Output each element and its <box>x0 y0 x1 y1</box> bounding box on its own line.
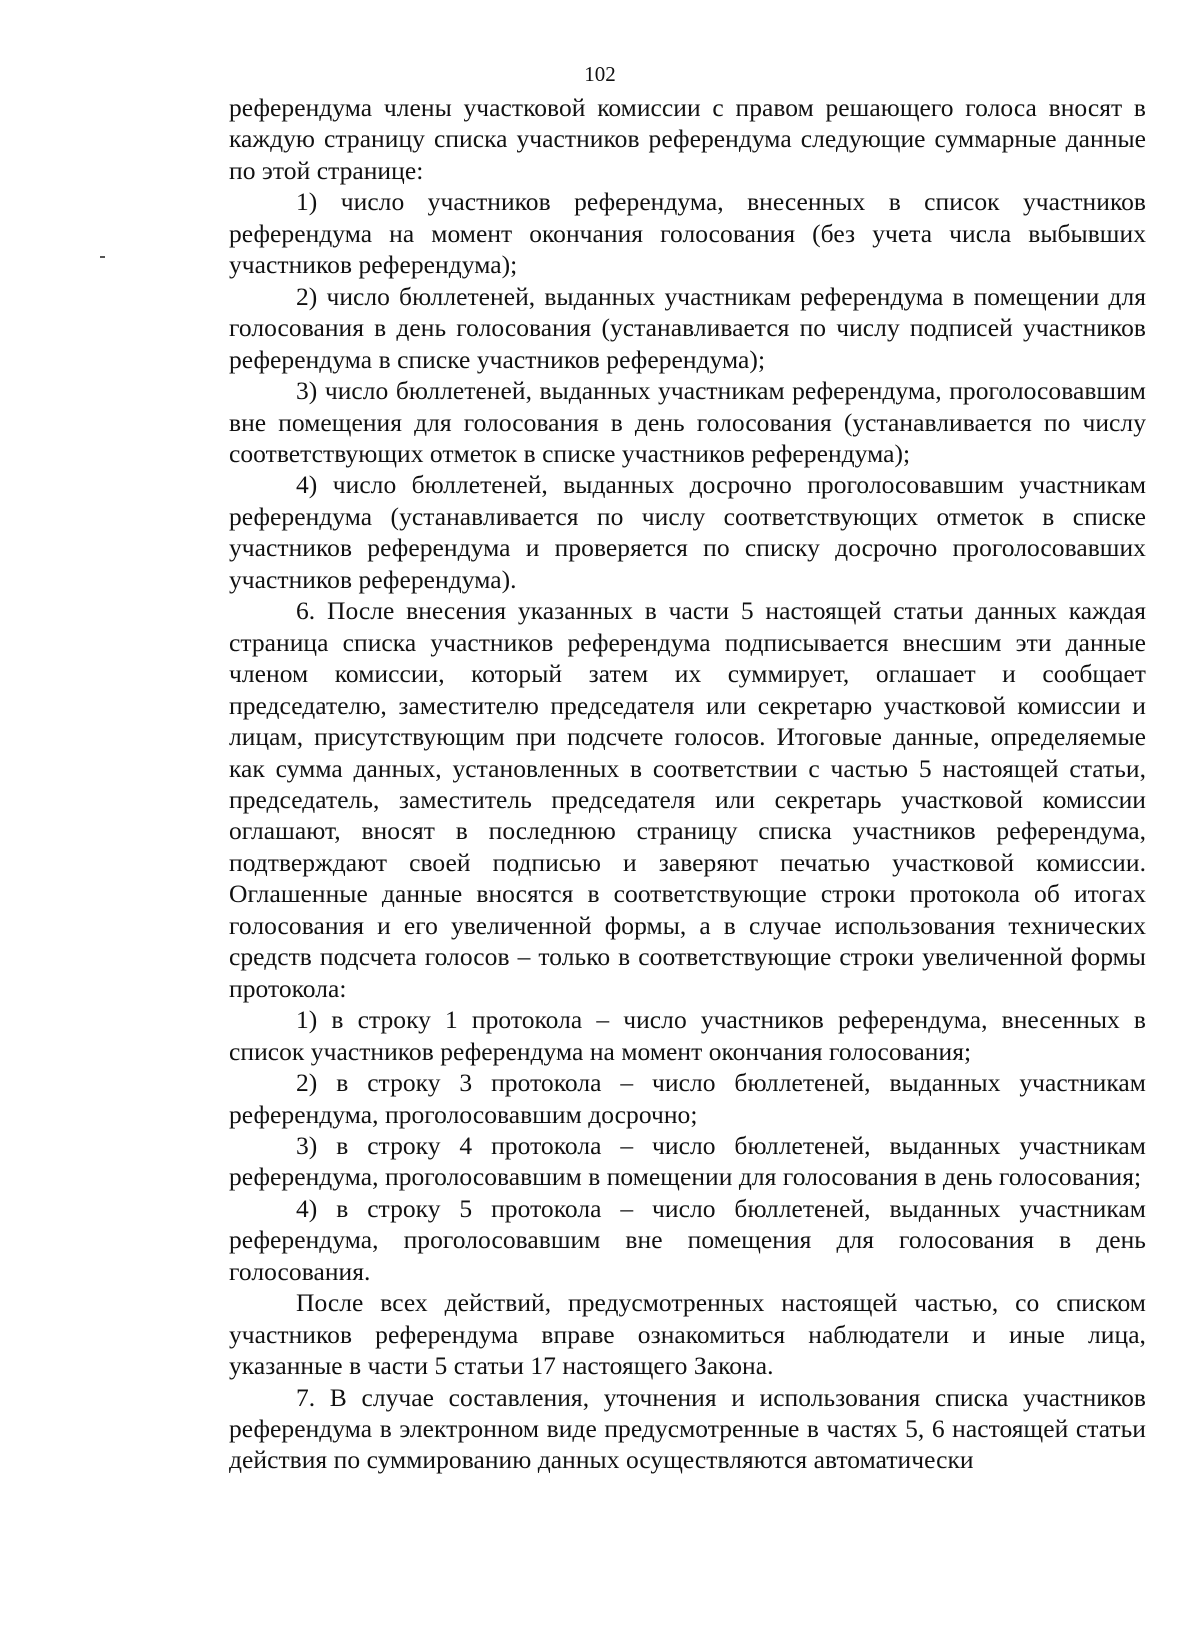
paragraph-item-3: 3) число бюллетеней, выданных участникам референдума, проголосовавшим вне помещения для голосования в день голосования (устанавливается по числу соответствующих отметок в списке участников референдума); <box>229 376 1146 468</box>
paragraph-line-3: 2) в строку 3 протокола – число бюллетеней, выданных участникам референдума, проголосовавшим досрочно; <box>229 1068 1146 1129</box>
paragraph-section-7: 7. В случае составления, уточнения и использования списка участников референдума в электронном виде предусмотренные в частях 5, 6 настоящей статьи действия по суммированию данных осуществляются автоматически <box>229 1382 1146 1475</box>
page-number: 102 <box>584 62 616 86</box>
paragraph-line-4: 3) в строку 4 протокола – число бюллетеней, выданных участникам референдума, проголосовавшим в помещении для голосования в день голосования; <box>229 1130 1146 1192</box>
scan-artifact <box>100 256 105 258</box>
paragraph-item-1: 1) число участников референдума, внесенных в список участников референдума на момент окончания голосования (без учета числа выбывших участников референдума); <box>229 187 1146 280</box>
paragraph-after-actions: После всех действий, предусмотренных настоящей частью, со списком участников референдума вправе ознакомиться наблюдатели и иные лица, указанные в части 5 статьи 17 настоящего Закона. <box>229 1288 1146 1381</box>
paragraph-section-6: 6. После внесения указанных в части 5 настоящей статьи данных каждая страница списка участников референдума подписывается внесшим эти данные членом комиссии, который затем их суммирует, оглашает и сообщает председателю, заместителю председателя или секретарю участковой комиссии и лицам, присутствующим при подсчете голосов. Итоговые данные, определяемые как сумма данных, установленных в соответствии с частью 5 настоящей статьи, председатель, заместитель председателя или секретарь участковой комиссии оглашают, вносят в последнюю страницу списка участников референдума, подтверждают своей подписью и заверяют печатью участковой комиссии. Оглашенные данные вносятся в соответствующие строки протокола об итогах голосования и его увеличенной формы, а в случае использования технических средств подсчета голосов – только в соответствующие строки увеличенной формы протокола: <box>229 596 1146 1003</box>
paragraph-item-4: 4) число бюллетеней, выданных досрочно проголосовавшим участникам референдума (устанавливается по числу соответствующих отметок в списке участников референдума и проверяется по списку досрочно проголосовавших участников референдума). <box>229 470 1146 594</box>
paragraph-line-1: 1) в строку 1 протокола – число участников референдума, внесенных в список участников референдума на момент окончания голосования; <box>229 1005 1146 1066</box>
document-body <box>229 92 1146 1476</box>
paragraph-item-2: 2) число бюллетеней, выданных участникам референдума в помещении для голосования в день голосования (устанавливается по числу подписей участников референдума в списке участников референдума); <box>229 281 1146 374</box>
paragraph-intro: референдума члены участковой комиссии с правом решающего голоса вносят в каждую страницу списка участников референдума следующие суммарные данные по этой странице: <box>229 93 1146 185</box>
paragraph-line-5: 4) в строку 5 протокола – число бюллетеней, выданных участникам референдума, проголосовавшим вне помещения для голосования в день голосования. <box>229 1193 1146 1286</box>
